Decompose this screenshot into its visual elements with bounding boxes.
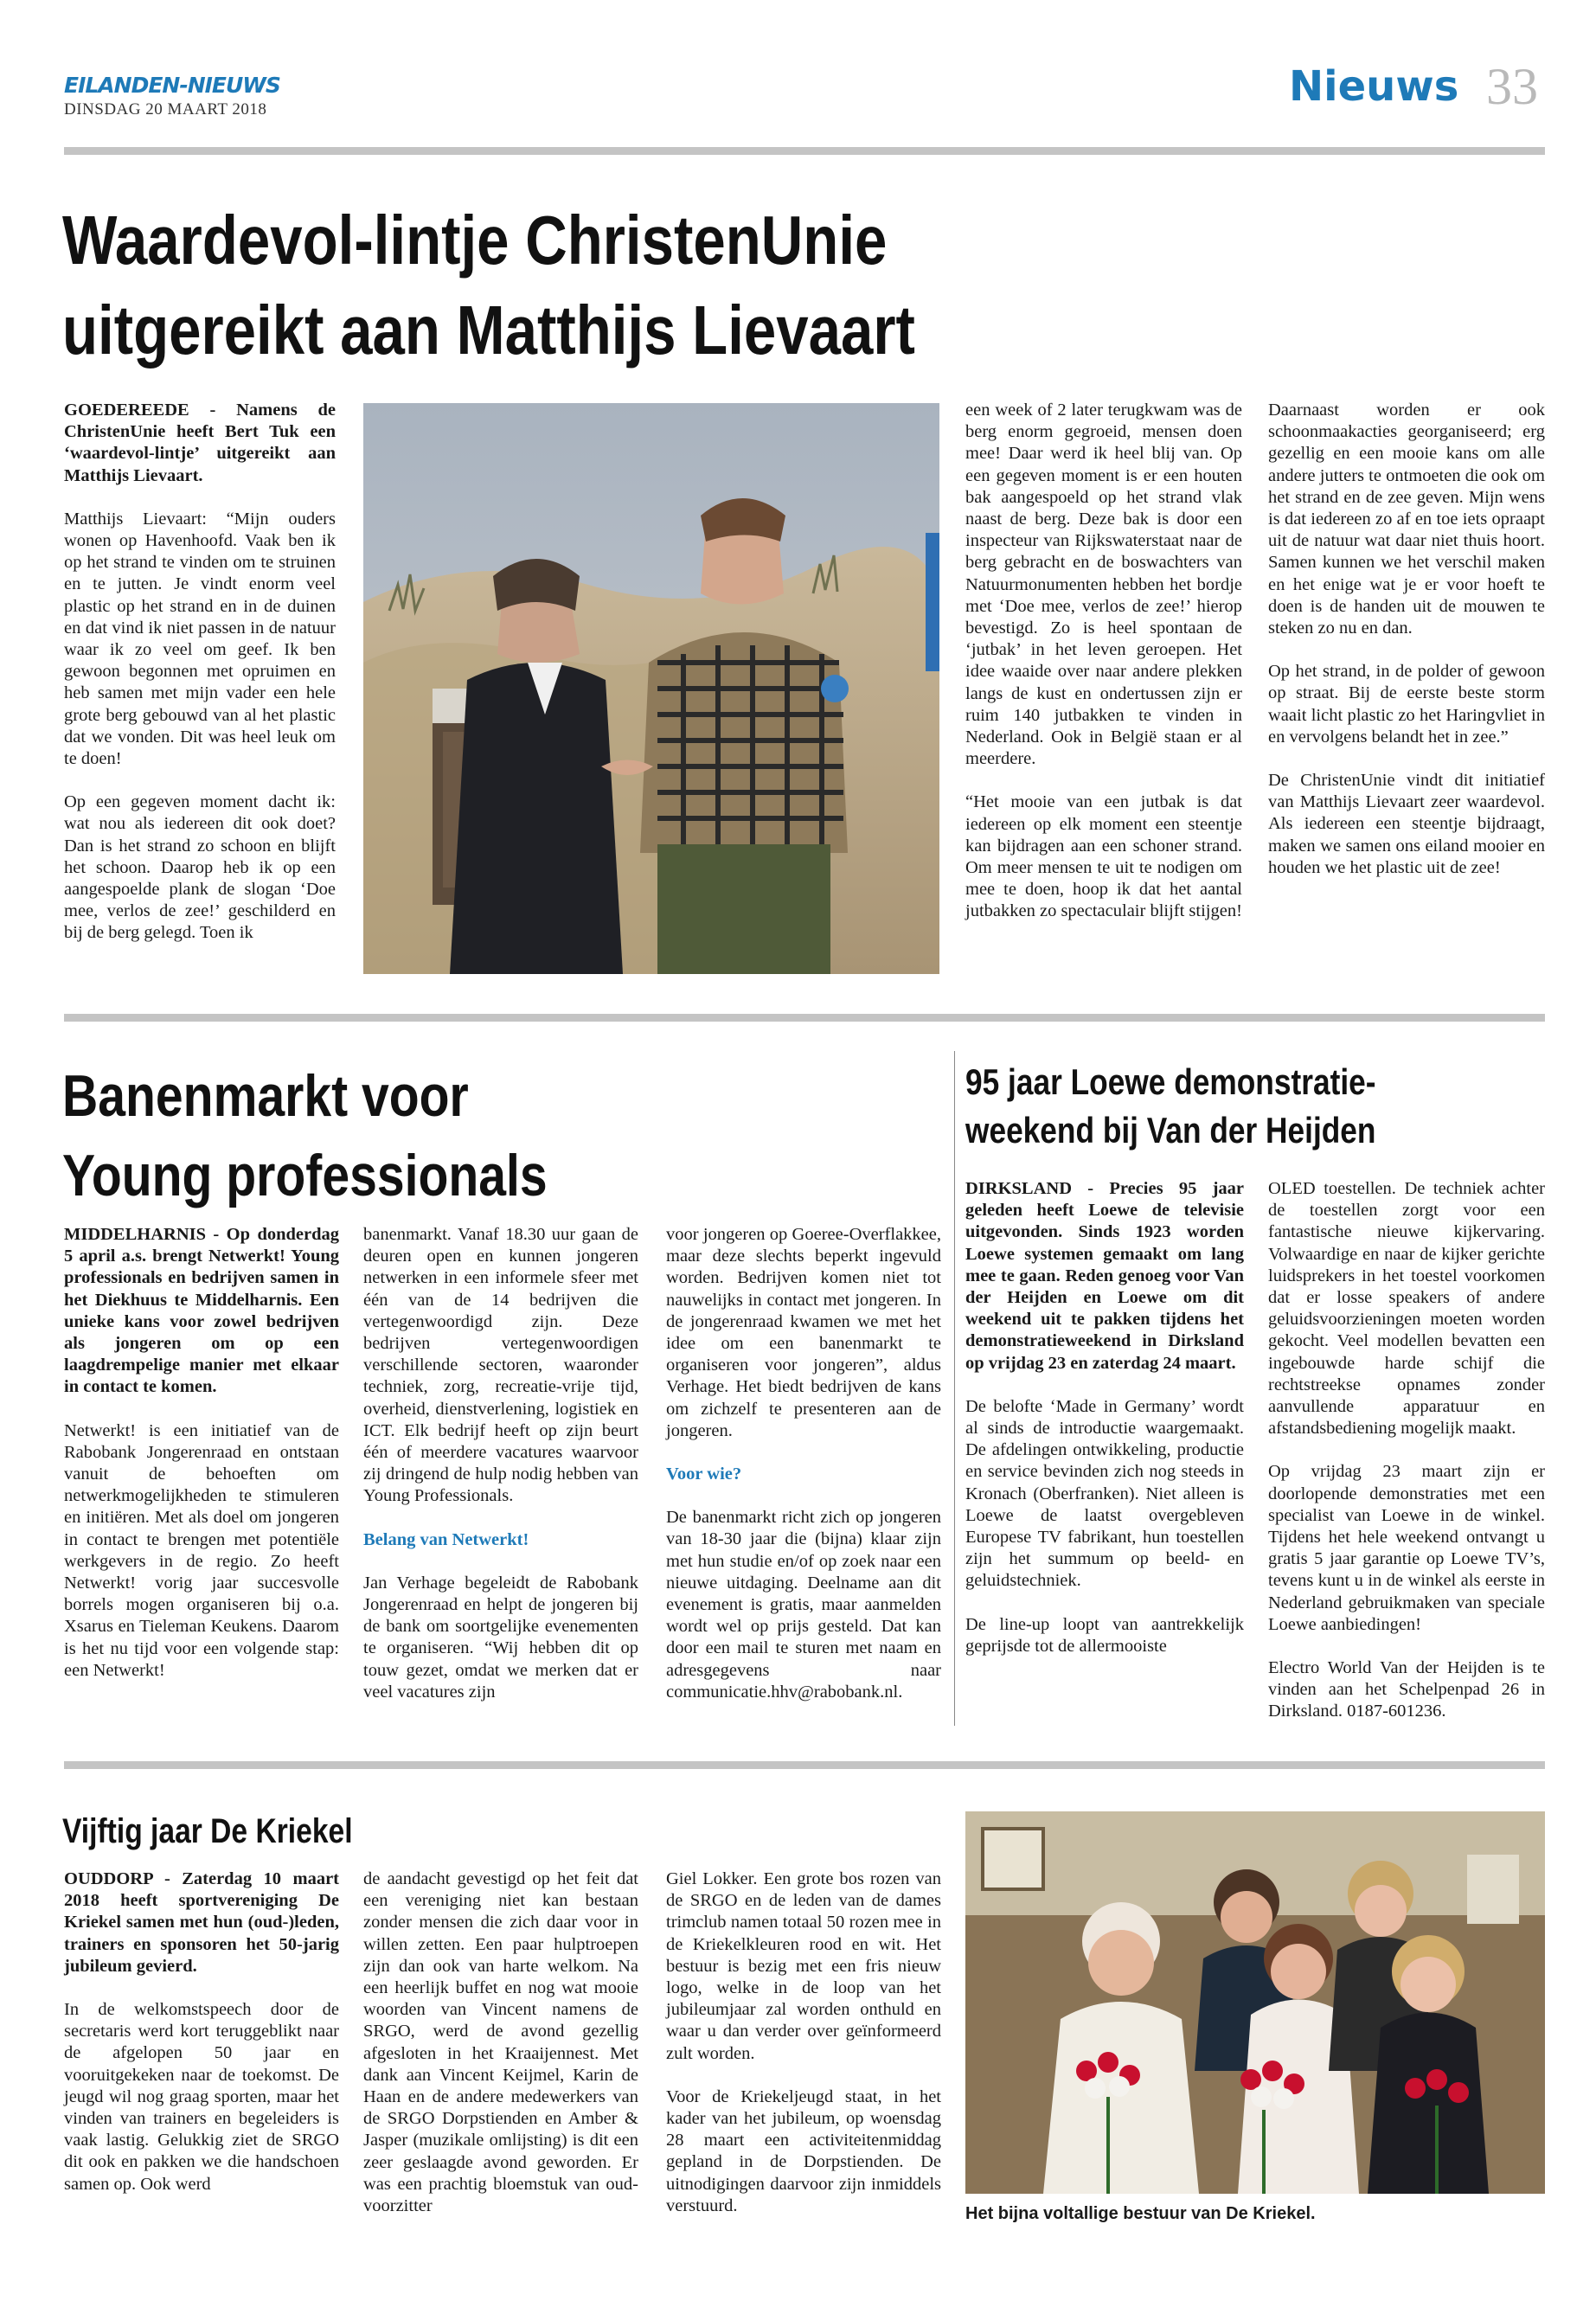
article2-column-3 (666, 1224, 941, 1725)
article4-paragraph: de aandacht gevestigd op het feit dat een vereniging niet kan bestaan zonder mensen die zich daar voor in willen zetten. Een paar hulptroepen zijn dan ook van harte welkom. Na een heerlijk buffet en nog wat mooie woorden van Vincent namens de SRGO, werd de avond gezellig afgesloten in het Kraaijennest. Met dank aan Vincent Keijmel, Karin de Haan en de andere medewerkers van de SRGO Dorpstienden en Amber & Jasper (muzikale omlijsting) is dit een zeer geslaagde avond geworden. Er was een prachtig bloemstuk van oud-voorzitter (363, 1869, 638, 2216)
article3-lead: DIRKSLAND - Precies 95 jaar geleden heeft Loewe de televisie uitgevonden. Sinds 1923 worden Loewe systemen gemaakt om lang mee te gaan. Reden genoeg voor Van der Heijden en Loewe om dit weekend uit te pakken tijdens het demonstratieweekend in Dirksland op vrijdag 23 en zaterdag 24 maart. (965, 1179, 1244, 1373)
article1-paragraph: een week of 2 later terugkwam was de berg enorm gegroeid, mensen doen mee! Daar werd ik heel blij van. Op een gegeven moment is er een houten bak aangespoeld op het strand vlak naast de berg. Deze bak is door een inspecteur van Rijkswaterstaat naar de berg gebracht en de boswachters van Natuurmonumenten hebben het bordje met ‘Doe mee, verlos de zee!’ hierop bevestigd. Zo is heel spontaan de ‘jutbak’ in het leven geroepen. Het idee waaide over naar andere plekken langs de kust en ondertussen zijn er ruim 140 jutbakken te vinden in Nederland. Ook in België staan er al meerdere. (965, 401, 1242, 769)
article2-paragraph: Jan Verhage begeleidt de Rabobank Jongerenraad en helpt de jongeren bij de bank om soortgelijke evenementen te organiseren. “Wij hebben dit op touw gezet, omdat we merken dat er veel vacatures zijn (363, 1573, 638, 1702)
article4-column-2 (363, 1868, 638, 2239)
article1-photo (363, 403, 939, 974)
article3-paragraph: Op vrijdag 23 maart zijn er doorlopende demonstraties met een specialist van Loewe in de winkel. Tijdens het hele weekend ontvangt u gratis 5 jaar garantie op Loewe TV’s, tevens kunt u in de winkel als eerste in Nederland gebruikmaken van speciale Loewe aanbiedingen! (1268, 1462, 1545, 1634)
article2-paragraph: Netwerkt! is een initiatief van de Rabobank Jongerenraad en ontstaan vanuit de behoeften om netwerkmogelijkheden te stimuleren en initiëren. Met als doel om jongeren in contact te brengen met potentiële werkgevers in de regio. Zo heeft Netwerkt! vorig jaar succesvolle borrels mogen organiseren bij o.a. Xsarus en Tieleman Keukens. Daarom is het nu tijd voor een volgende stap: een Netwerkt! (64, 1420, 339, 1680)
beach-handshake-photo (363, 403, 939, 974)
article2-paragraph: voor jongeren op Goeree-Overflakkee, maar deze slechts beperkt ingevuld worden. Bedrijven komen niet tot nauwelijks in contact met jongeren. In de jongerenraad kwamen we met het idee om een banenmarkt te organiseren voor jongeren”, aldus Verhage. Het biedt bedrijven de kans om zichzelf te presenteren aan de jongeren. (666, 1225, 941, 1440)
article2-paragraph: banenmarkt. Vanaf 18.30 uur gaan de deuren open en kunnen jongeren netwerken in een informele sfeer met één van de 14 bedrijven die vertegenwoordigd zijn. Deze bedrijven vertegenwoordigen verschillende sectoren, waaronder techniek, zorg, recreatie-vrije tijd, overheid, dienstverlening, logistiek en ICT. Elk bedrijf heeft op zijn beurt één of meerdere vacatures waarvoor zij dringend de hulp nodig hebben van Young Professionals. (363, 1225, 638, 1506)
article1-headline-line2: uitgereikt aan Matthijs Lievaart (62, 292, 915, 369)
article4-lead: OUDDORP - Zaterdag 10 maart 2018 heeft sportvereniging De Kriekel samen met hun (oud-)leden, trainers en sponsoren het 50-jarig jubileum gevierd. (64, 1869, 339, 1976)
article4-paragraph: Voor de Kriekeljeugd staat, in het kader van het jubileum, op woensdag 28 maart een activiteitenmiddag gepland in de Dorpstienden. De uitnodigingen daarvoor zijn inmiddels verstuurd. (666, 2086, 941, 2215)
article2-lead: MIDDELHARNIS - Op donderdag 5 april a.s. brengt Netwerkt! Young professionals en bedrijven samen in het Diekhuus te Middelharnis. Een unieke kans voor zowel bedrijven als jongeren om op een laagdrempelige manier met elkaar in contact te komen. (64, 1225, 339, 1397)
article3-column-1 (965, 1178, 1244, 1679)
article1-paragraph: Daarnaast worden er ook schoonmaakacties georganiseerd; erg gezellig en een mooie kans om alle andere jutters te ontmoeten die ook om het strand en de zee geven. Mijn wens is dat iedereen zo af en toe iets opraapt uit de natuur wat daar niet thuis hoort. Samen kunnen we het verschil maken en het enige wat je er voor hoeft te doen is de handen uit de mouwen te steken zo nu en dan. (1268, 401, 1545, 638)
article1-column-2 (965, 400, 1242, 945)
article3-headline-line1: 95 jaar Loewe demonstratie- (965, 1061, 1376, 1102)
article1-paragraph: “Het mooie van een jutbak is dat iedereen op elk moment een steentje kan bijdragen aan een schoner strand. Om meer mensen te uit te nodigen om mee te doen, hoop ik dat het aantal jutbakken zo spectaculair blijft stijgen! (965, 792, 1242, 921)
newspaper-logo: EILANDEN-NIEUWS (64, 73, 280, 98)
column-divider (954, 1051, 955, 1726)
article2-column-1 (64, 1224, 339, 1703)
article1-paragraph: De ChristenUnie vindt dit initiatief van Matthijs Lievaart zeer waardevol. Als iedereen een steentje bijdraagt, maken we samen ons eiland mooier en houden we het plastic uit de zee! (1268, 771, 1545, 877)
article2-subhead-belang: Belang van Netwerkt! (363, 1529, 529, 1549)
article3-column-2 (1268, 1178, 1545, 1745)
article1-paragraph: Matthijs Lievaart: “Mijn ouders wonen op Havenhoofd. Vaak ben ik op het strand te vinden om te struinen en te jutten. Je vindt enorm veel plastic op het strand en in de duinen en dat vind ik niet passen in de natuur waar ik zo veel om geef. Ik ben gewoon begonnen met opruimen en heb samen met mijn vader een hele grote berg gebouwd van al het plastic dat we vonden. Dit was heel leuk om te doen! (64, 509, 336, 769)
article2-headline-line1: Banenmarkt voor (62, 1063, 469, 1129)
page-number: 33 (1486, 58, 1538, 115)
article2-subhead-voorwie: Voor wie? (666, 1465, 742, 1484)
section-rule (64, 1014, 1545, 1022)
article2-headline-line2: Young professionals (62, 1143, 548, 1208)
article3-headline-line2: weekend bij Van der Heijden (965, 1110, 1376, 1150)
article3-paragraph: Electro World Van der Heijden is te vinden aan het Schelpenpad 26 in Dirksland. 0187-601236. (1268, 1658, 1545, 1721)
article1-headline-line1: Waardevol-lintje ChristenUnie (62, 202, 888, 279)
article1-column-3 (1268, 400, 1545, 901)
article1-paragraph: Op het strand, in de polder of gewoon op straat. Bij de eerste beste storm waait licht plastic zo het Haringvliet in en vervolgens belandt het in zee.” (1268, 662, 1545, 747)
article4-column-1 (64, 1868, 339, 2217)
article1-column-1 (64, 400, 336, 966)
article2-paragraph: De banenmarkt richt zich op jongeren van 18-30 jaar die (bijna) klaar zijn met hun studie en/of op zoek naar een nieuwe uitdaging. Deelname aan dit evenement is gratis, maar aanmelden wordt wel op prijs gesteld. Dat kan door een mail te sturen met naam en adresgegevens naar communicatie.hhv@rabobank.nl. (666, 1508, 941, 1702)
section-rule (64, 1761, 1545, 1769)
header-rule (64, 147, 1545, 155)
group-photo (965, 1811, 1545, 2194)
section-title: Nieuws (1289, 62, 1459, 111)
article4-photo (965, 1811, 1545, 2194)
article4-photo-caption: Het bijna voltallige bestuur van De Kriekel. (965, 2204, 1316, 2223)
article2-column-2 (363, 1224, 638, 1725)
article4-column-3 (666, 1868, 941, 2239)
article3-paragraph: De belofte ‘Made in Germany’ wordt al sinds de introductie waargemaakt. De afdelingen ontwikkeling, productie en service bevinden zich nog steeds in Kronach (Oberfranken). Niet alleen is Loewe de laatst overgebleven Europese TV fabrikant, hun toestellen zijn het summum op beeld- en geluidstechniek. (965, 1396, 1244, 1591)
article3-paragraph: OLED toestellen. De techniek achter de toestellen zorgt voor een fantastische nieuwe kijkervaring. Volwaardige en naar de kijker gerichte luidsprekers in het toestel voorkomen dat er losse speakers of andere geluidsvoorzieningen moeten worden gekocht. Veel modellen bevatten een ingebouwde harde schijf die rechtstreekse opnames zonder aanvullende apparatuur en afstandsbediening mogelijk maakt. (1268, 1179, 1545, 1439)
article1-lead: GOEDEREEDE - Namens de ChristenUnie heeft Bert Tuk een ‘waardevol-lintje’ uitgereikt aan Matthijs Lievaart. (64, 401, 336, 485)
article3-paragraph: De line-up loopt van aantrekkelijk geprijsde tot de allermooiste (965, 1614, 1244, 1656)
article4-paragraph: In de welkomstspeech door de secretaris werd kort teruggeblikt naar de afgelopen 50 jaar en vooruitgekeken naar de toekomst. De jeugd wil nog graag sporten, maar het vinden van trainers en begeleiders is vaak lastig. Gelukkig ziet de SRGO dit ook en pakken we die handschoen samen op. Ook werd (64, 2000, 339, 2194)
issue-date: DINSDAG 20 MAART 2018 (64, 100, 267, 119)
article4-headline: Vijftig jaar De Kriekel (62, 1812, 353, 1850)
article1-paragraph: Op een gegeven moment dacht ik: wat nou als iedereen dit ook doet? Dan is het strand zo schoon en blijft het schoon. Daarop heb ik op een aangespoelde plank de slogan ‘Doe mee, verlos de zee!’ geschilderd en bij de berg gelegd. Toen ik (64, 792, 336, 943)
article4-paragraph: Giel Lokker. Een grote bos rozen van de SRGO en de leden van de dames trimclub namen totaal 50 rozen mee in de Kriekelkleuren rood en wit. Het bestuur is bezig met een fris nieuw logo, welke in de loop van het jubileumjaar zal worden onthuld en waar u dan verder over geïnformeerd zult worden. (666, 1869, 941, 2063)
